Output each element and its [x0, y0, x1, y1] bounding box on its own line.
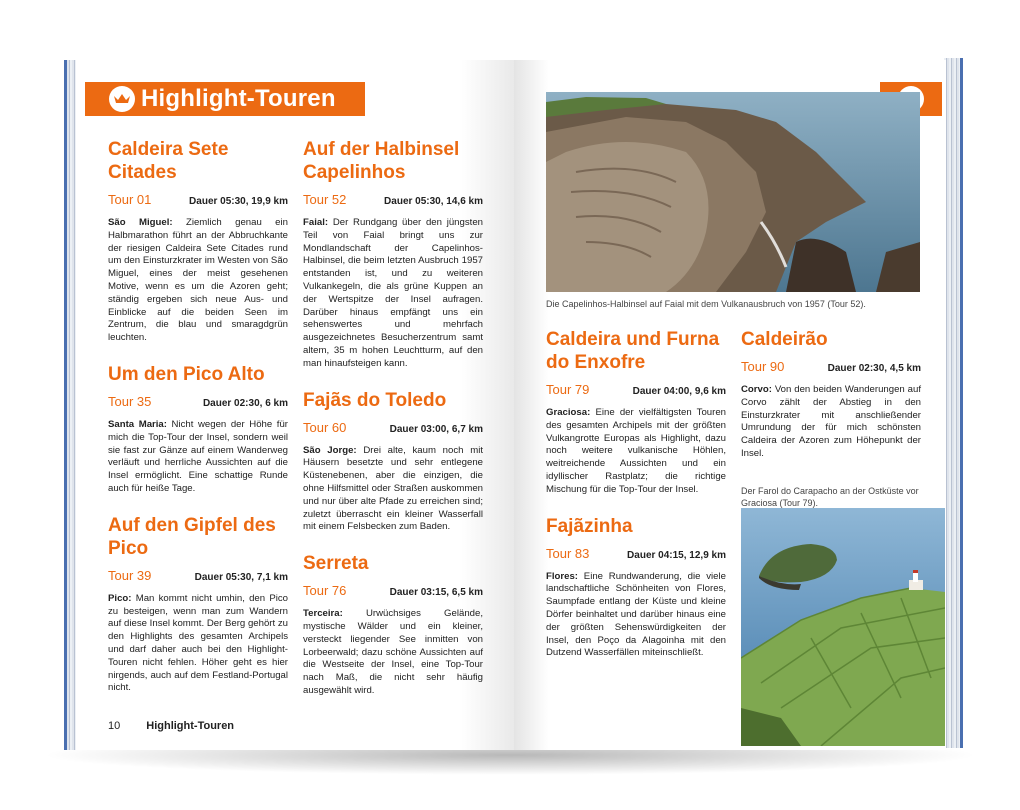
tour-number: Tour 60 — [303, 419, 347, 435]
tour-island: Santa Maria: — [108, 418, 167, 430]
tour-duration: Dauer 05:30, 14,6 km — [384, 196, 483, 207]
tour-title: Fajãs do Toledo — [303, 389, 447, 411]
tour-island: Graciosa: — [546, 407, 591, 418]
tour-text: Drei alte, kaum noch mit Häusern besetzte und sehr entlegene Küstenebenen, aber die einzigen, die ohne Hilfsmittel oder Straßen auskommen und nur über alte Pfade zu erreichen sind; zuletzt überrascht ein kleiner Wasserfall mit einem Felsbecken zum Baden. — [303, 444, 483, 533]
footer-title: Highlight-Touren — [146, 720, 235, 732]
tour-island: Flores: — [546, 570, 578, 582]
tour-title: Serreta — [303, 553, 369, 575]
left-column-1 — [108, 138, 288, 695]
tour-entry — [303, 389, 483, 535]
tour-description — [108, 593, 288, 695]
tour-duration: Dauer 04:15, 12,9 km — [627, 549, 726, 561]
photo-caption: Der Farol do Carapacho an der Ostküste vor Graciosa (Tour 79). — [741, 485, 919, 508]
tour-title: Um den Pico Alto — [108, 363, 265, 385]
tour-title: Caldeira Sete Citades — [108, 139, 229, 183]
tour-island: Terceira: — [303, 608, 343, 620]
tour-entry — [108, 138, 288, 345]
tour-island: Faial: — [303, 217, 329, 228]
tour-duration: Dauer 02:30, 6 km — [202, 397, 288, 409]
tour-island: Corvo: — [741, 384, 772, 395]
tour-title: Fajãzinha — [546, 515, 633, 537]
tour-entry — [303, 552, 483, 698]
photo-caption: Die Capelinhos-Halbinsel auf Faial mit dem Vulkanausbruch von 1957 (Tour 52). — [546, 299, 866, 309]
tour-description — [303, 608, 483, 698]
tour-number: Tour 39 — [108, 567, 152, 583]
tour-text: Der Rundgang über den jüngsten Teil von Faial bringt uns zur Mondlandschaft der Capelinhos-Halbinsel, die beim letzten Ausbruch 1957 entstanden ist, und zu weiteren Vulkankegeln, die als grüne Kuppen an der Wertspitze der Insel aufragen. Darüber hinaus empfängt uns ein sehenswertes und mehrfach ausgezeichnetes Besucherzentrum samt altem, 35 m hohen Leuchtturm, auf den man hinaufsteigen kann. — [303, 217, 483, 369]
page-footer — [108, 720, 234, 732]
tour-text: Eine Rundwanderung, die viele landschaftliche Schönheiten von Flores, Saumpfade entlang der Küste und kleine Dörfer beinhaltet und darüber hinaus eine der größten Sehenswürdigkeiten der Insel, den Poço da Alagoinha mit den Dutzend Wasserfällen miteinschließt. — [546, 570, 726, 659]
tour-number: Tour 35 — [108, 393, 152, 409]
tour-description — [741, 384, 921, 461]
right-column-1 — [546, 328, 726, 660]
right-column-2 — [741, 328, 921, 509]
tour-number: Tour 01 — [108, 192, 152, 207]
tour-entry — [546, 328, 726, 497]
tour-entry — [741, 328, 921, 461]
tour-island: São Miguel: — [108, 217, 173, 228]
tour-island: São Jorge: — [303, 444, 357, 456]
tour-title: Auf der Halbinsel Capelinhos — [303, 139, 460, 183]
tour-description — [108, 419, 288, 496]
page-number: 10 — [108, 720, 121, 732]
tour-text: Ziemlich genau ein Halbmarathon führt an der Abbruchkante der riesigen Caldeira Sete Citades rund um den Einsturzkrater im Westen von São Miguel, eines der meist gesehenen Motive, wenn es um die Azoren geht; ständig ergeben sich neue Aus- und Einblicke auf die beiden Seen im Zentrum, die blau und smaragdgrün leuchten. — [108, 217, 288, 344]
crown-icon — [109, 86, 135, 112]
left-column-2 — [303, 138, 483, 698]
tour-number: Tour 83 — [546, 545, 590, 561]
section-title: Highlight-Touren — [141, 85, 336, 112]
tour-number: Tour 52 — [303, 192, 347, 207]
tour-description — [546, 571, 726, 661]
tour-duration: Dauer 04:00, 9,6 km — [632, 386, 726, 397]
tour-text: Von den beiden Wanderungen auf Corvo zählt der Abstieg in den Einsturzkrater mit anschließender Umrundung der für mich schönsten Caldeira der Azoren zum Höhepunkt der Insel. — [741, 384, 921, 459]
tour-duration: Dauer 05:30, 19,9 km — [189, 196, 288, 207]
tour-description — [108, 217, 288, 345]
tour-text: Man kommt nicht umhin, den Pico zu besteigen, wenn man zum Wandern auf diese Insel kommt. Der Berg gehört zu den Highlights des gesamten Archipels und darf daher auch bei den Highlight-Touren nicht fehlen. Höher geht es hier nirgends, auch auf dem Festland-Portugal nicht. — [108, 592, 288, 694]
tour-text: Eine der vielfältigsten Touren des gesamten Archipels mit der größten Vulkangrotte Europas als Highlight, dazu noch weitere vulkanische Höhlen, weitreichende Aussichten und ein idyllischer Rastplatz; die richtige Mischung für die Top-Tour der Insel. — [546, 407, 726, 495]
section-banner — [85, 82, 365, 116]
tour-duration: Dauer 05:30, 7,1 km — [194, 571, 288, 583]
tour-title: Caldeirão — [741, 329, 828, 350]
tour-entry — [546, 515, 726, 661]
tour-description — [303, 445, 483, 535]
tour-title: Auf den Gipfel des Pico — [108, 514, 276, 559]
tour-duration: Dauer 03:00, 6,7 km — [389, 423, 483, 435]
tour-title: Caldeira und Furna do Enxofre — [546, 329, 720, 373]
tour-entry — [108, 514, 288, 695]
tour-entry — [303, 138, 483, 371]
tour-text: Urwüchsiges Gelände, mystische Wälder und ein kleiner, versteckt liegender See inmitten von Lorbeerwald; dazu schöne Aussichten auf die Westseite der Insel, eine Top-Tour nach Maß, die nicht sehr häufig ausgewählt wird. — [303, 608, 483, 696]
tour-duration: Dauer 02:30, 4,5 km — [827, 363, 921, 374]
tour-description — [546, 407, 726, 497]
capelinhos-photo — [546, 92, 920, 292]
tour-text: Nicht wegen der Höhe für mich die Top-Tour der Insel, sondern weil sie fast zur Gänze auf einem Wanderweg verläuft und herrliche Aussichten auf die Insel ermöglicht. Eine schattige Runde auch für heiße Tage. — [108, 418, 288, 494]
tour-number: Tour 90 — [741, 359, 785, 374]
tour-duration: Dauer 03:15, 6,5 km — [389, 587, 483, 599]
tour-island: Pico: — [108, 592, 132, 604]
tour-number: Tour 76 — [303, 583, 347, 599]
tour-description — [303, 217, 483, 371]
tour-number: Tour 79 — [546, 382, 590, 397]
tour-entry — [108, 363, 288, 496]
page-stack-right — [944, 58, 963, 748]
carapacho-photo — [741, 508, 945, 746]
